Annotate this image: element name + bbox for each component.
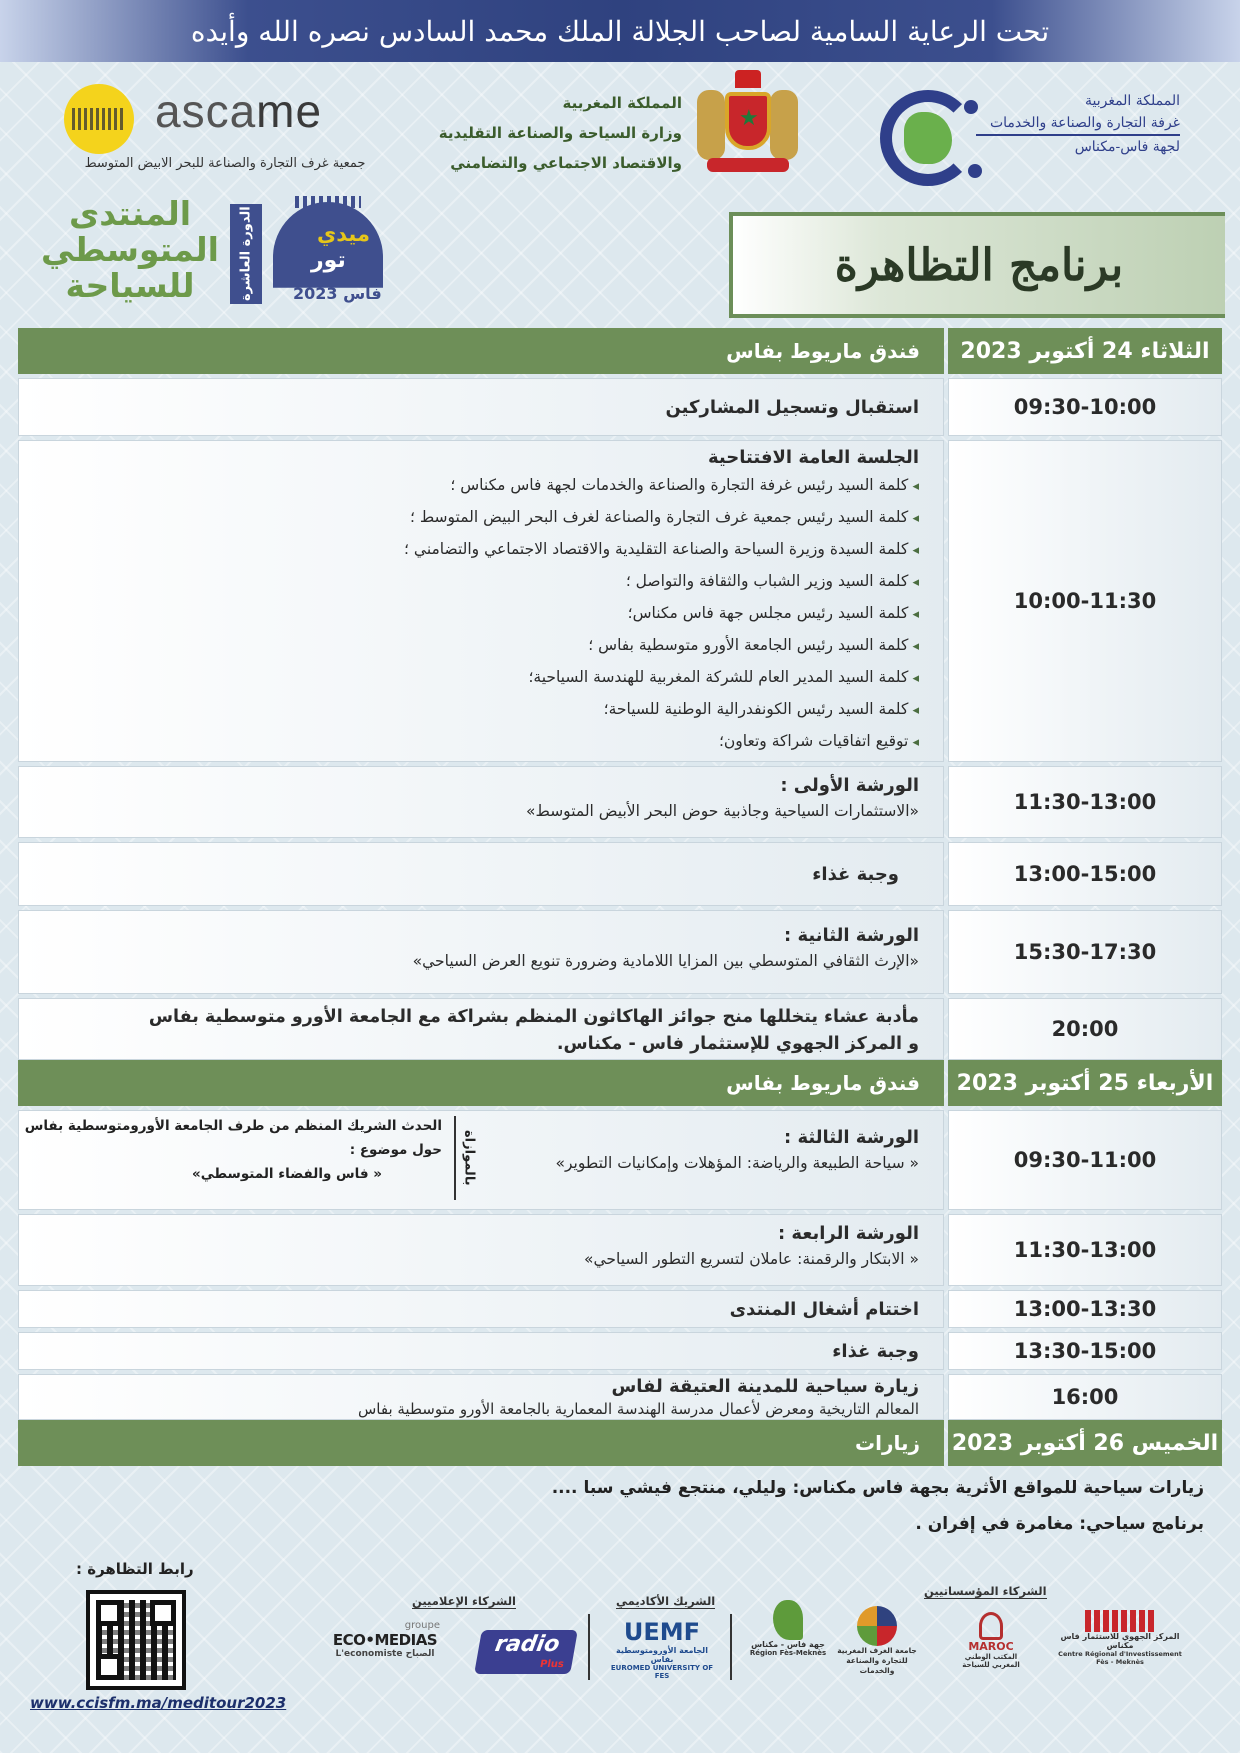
list-item: ◂ توقيع اتفاقيات شراكة وتعاون؛	[39, 726, 919, 758]
row-title: اختتام أشغال المنتدى	[729, 1298, 919, 1320]
cri-french: Centre Régional d'Investissement Fès - Meknès	[1058, 1650, 1182, 1666]
row-title: وجبة غذاء	[832, 1340, 919, 1362]
event-link-label: رابط التظاهرة :	[76, 1560, 194, 1578]
row-time: 16:00	[948, 1374, 1222, 1420]
parallel-line-3: « فاس والفضاء المتوسطي»	[192, 1166, 382, 1182]
schedule-row	[18, 766, 944, 838]
ministry-line-1: المملكة المغربية	[562, 94, 682, 112]
institutional-partners-label: الشركاء المؤسساتيين	[924, 1584, 1047, 1598]
row-title: الورشة الرابعة :	[777, 1223, 919, 1244]
forum-title-line-3: للسياحة	[65, 266, 195, 305]
chamber-line-1: المملكة المغربية	[1084, 93, 1180, 109]
list-item: ◂ كلمة السيد رئيس جمعية غرف التجارة والصناعة لغرف البحر البيض المتوسط ؛	[39, 502, 919, 534]
cri-arabic: المركز الجهوي للاستثمار فاس مكناس	[1060, 1632, 1180, 1650]
divider	[730, 1614, 732, 1680]
uemf-arabic: الجامعة الأورومتوسطية بفاس	[616, 1646, 708, 1664]
row-title: استقبال وتسجيل المشاركين	[665, 396, 919, 418]
ascame-logo	[60, 78, 390, 188]
ascame-bars-icon	[72, 108, 126, 130]
media-partners-label: الشركاء الإعلاميين	[412, 1594, 516, 1608]
day3-venue: زيارات	[18, 1420, 944, 1466]
ministry-text	[420, 88, 682, 178]
schedule-row	[18, 998, 944, 1060]
edition-badge: الدورة العاشرة	[230, 204, 262, 304]
row-title: الورشة الأولى :	[780, 775, 919, 796]
row-time: 10:00-11:30	[948, 440, 1222, 762]
onmt-text: المكتب الوطني المغربي للسياحة	[962, 1653, 1020, 1669]
row-time: 09:30-10:00	[948, 378, 1222, 436]
row-title: الجلسة العامة الافتتاحية	[708, 447, 919, 468]
row-time: 13:00-13:30	[948, 1290, 1222, 1328]
eco-group-text: groupe	[404, 1620, 440, 1631]
visit-line-2: برنامج سياحي: مغامرة في إفران .	[915, 1514, 1204, 1534]
qr-code-icon[interactable]	[86, 1590, 186, 1690]
chamber-text	[976, 90, 1180, 158]
eco-sub-brands: L'economiste الصباح	[335, 1649, 435, 1659]
region-logo	[748, 1600, 828, 1657]
schedule-row	[18, 1214, 944, 1286]
parallel-line-2: حول موضوع :	[349, 1142, 442, 1158]
day2-venue: فندق ماريوط بفاس	[18, 1060, 944, 1106]
list-item: ◂ كلمة السيد المدير العام للشركة المغربية للهندسة السياحية؛	[39, 662, 919, 694]
row-time: 11:30-13:00	[948, 766, 1222, 838]
list-item: ◂ كلمة السيد رئيس مجلس جهة فاس مكناس؛	[39, 598, 919, 630]
sun-icon	[265, 198, 389, 310]
row-time: 13:30-15:00	[948, 1332, 1222, 1370]
ascame-caption: جمعية غرف التجارة والصناعة للبحر الابيض المتوسط	[84, 156, 366, 171]
row-title: زيارة سياحية للمدينة العتيقة لفاس	[611, 1376, 919, 1397]
day2-date: الأربعاء 25 أكتوبر 2023	[948, 1060, 1222, 1106]
divider	[588, 1614, 590, 1680]
region-french: Région Fès-Meknès	[749, 1649, 827, 1657]
tour-text: تور	[311, 248, 346, 273]
row-time: 09:30-11:00	[948, 1110, 1222, 1210]
row-subtitle: «الاستثمارات السياحية وجاذبية حوض البحر الأبيض المتوسط»	[526, 802, 919, 820]
row-subtitle: «الإرث الثقافي المتوسطي بين المزايا اللامادية وضرورة تنويع العرض السياحي»	[412, 952, 919, 970]
row-time: 13:00-15:00	[948, 842, 1222, 906]
onmt-arch-icon	[979, 1612, 1003, 1640]
row-subtitle: المعالم التاريخية ومعرض لأعمال مدرسة الهندسة المعمارية بالجامعة الأورو متوسطية بفاس	[357, 1400, 919, 1418]
day1-venue: فندق ماريوط بفاس	[18, 328, 944, 374]
schedule-row	[18, 1374, 944, 1420]
onmt-logo	[950, 1612, 1032, 1669]
federation-text: جامعة الغرف المغربية للتجارة والصناعة والخدمات	[837, 1646, 917, 1675]
ministry-line-2: وزارة السياحة والصناعة التقليدية	[438, 124, 682, 142]
list-item: ◂ كلمة السيد رئيس غرفة التجارة والصناعة والخدمات لجهة فاس مكناس ؛	[39, 470, 919, 502]
forum-title	[40, 196, 220, 304]
row-title: مأدبة عشاء يتخللها منح جوائز الهاكاثون المنظم بشراكة مع الجامعة الأورو متوسطية بفاس	[148, 1007, 919, 1027]
list-item: ◂ كلمة السيد رئيس الجامعة الأورو متوسطية بفاس ؛	[39, 630, 919, 662]
chambers-federation-logo	[832, 1606, 922, 1676]
schedule-row	[18, 378, 944, 436]
day3-date: الخميس 26 أكتوبر 2023	[948, 1420, 1222, 1466]
kingdom-emblem-icon: ★	[695, 70, 800, 185]
eco-wordmark: ECO•MEDIAS	[332, 1631, 438, 1649]
radio-wordmark: radio	[493, 1632, 562, 1657]
row-title: وجبة غذاء	[812, 863, 899, 885]
program-title: برنامج التظاهرة	[729, 212, 1225, 318]
ascame-wordmark	[155, 84, 322, 138]
chamber-logo	[880, 80, 1180, 190]
schedule-row	[18, 910, 944, 994]
cri-logo	[1052, 1610, 1188, 1666]
schedule-row	[18, 1332, 944, 1370]
ascame-word-a: asca	[155, 85, 257, 137]
event-year: فاس 2023	[293, 284, 382, 303]
region-leaf-icon	[773, 1600, 803, 1640]
day1-date: الثلاثاء 24 أكتوبر 2023	[948, 328, 1222, 374]
row-time: 20:00	[948, 998, 1222, 1060]
chamber-line-2: غرفة التجارة والصناعة والخدمات	[976, 112, 1180, 136]
row-time: 11:30-13:00	[948, 1214, 1222, 1286]
parallel-event	[18, 1108, 484, 1204]
ministry-line-3: والاقتصاد الاجتماعي والتضامني	[450, 154, 682, 172]
list-item: ◂ كلمة السيد رئيس الكونفدرالية الوطنية للسياحة؛	[39, 694, 919, 726]
schedule-row	[18, 1290, 944, 1328]
list-item: ◂ كلمة السيد وزير الشباب والثقافة والتواصل ؛	[39, 566, 919, 598]
parallel-tag: بالموازاة	[454, 1116, 482, 1200]
parallel-line-1: الحدث الشريك المنظم من طرف الجامعة الأورومتوسطية بفاس	[24, 1118, 442, 1134]
cri-mosaic-icon	[1085, 1610, 1155, 1632]
radio-plus-text: Plus	[538, 1659, 565, 1670]
row-title: الورشة الثانية :	[784, 925, 919, 946]
forum-title-line-1: المنتدى	[68, 194, 192, 233]
onmt-brand: MAROC	[968, 1640, 1014, 1653]
academic-partner-label: الشريك الأكاديمي	[616, 1594, 716, 1608]
federation-icon	[857, 1606, 897, 1646]
row-subtitle: و المركز الجهوي للإستثمار فاس - مكناس.	[556, 1034, 919, 1054]
row-subtitle: « سياحة الطبيعة والرياضة: المؤهلات وإمكانيات التطوير»	[555, 1154, 919, 1172]
medi-text: ميدي	[317, 222, 370, 246]
chamber-line-3: لجهة فاس-مكناس	[1074, 139, 1180, 155]
row-time: 15:30-17:30	[948, 910, 1222, 994]
schedule-row	[18, 842, 944, 906]
forum-title-line-2: المتوسطي	[41, 230, 219, 269]
ring-dot-icon	[968, 164, 982, 178]
uemf-logo	[606, 1618, 718, 1680]
event-url-link[interactable]: www.ccisfm.ma/meditour2023	[30, 1694, 287, 1712]
ascame-word-b: me	[256, 85, 323, 137]
region-arabic: جهة فاس - مكناس	[751, 1640, 825, 1649]
schedule-row	[18, 440, 944, 762]
visit-line-1: زيارات سياحية للمواقع الأثرية بجهة فاس مكناس: وليلي، منتجع فيشي سبا ....	[551, 1478, 1204, 1498]
meditour-logo	[40, 196, 390, 311]
row-title: الورشة الثالثة :	[784, 1127, 919, 1148]
ecomedias-logo	[330, 1620, 440, 1659]
uemf-english: EUROMED UNIVERSITY OF FES	[610, 1664, 714, 1680]
uemf-wordmark: UEMF	[623, 1618, 701, 1646]
patronage-banner: تحت الرعاية السامية لصاحب الجلالة الملك محمد السادس نصره الله وأيده	[0, 0, 1240, 62]
row-subtitle: « الابتكار والرقمنة: عاملان لتسريع التطور السياحي»	[584, 1250, 919, 1268]
radio-plus-logo	[474, 1630, 578, 1674]
list-item: ◂ كلمة السيدة وزيرة السياحة والصناعة التقليدية والاقتصاد الاجتماعي والتضامني ؛	[39, 534, 919, 566]
